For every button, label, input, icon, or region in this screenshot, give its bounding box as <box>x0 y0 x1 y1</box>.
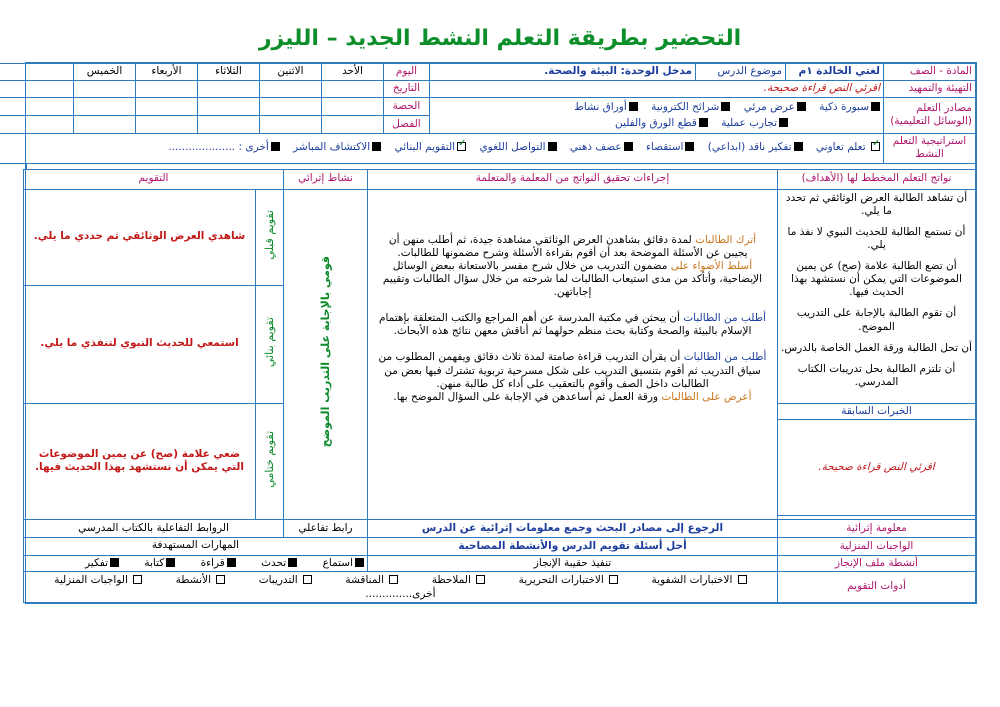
skill-option[interactable]: تحدث <box>261 557 297 570</box>
strategy-options <box>0 133 884 163</box>
objective-item: أن تشاهد الطالبة العرض الوثائقي ثم تحدد ما يلي. <box>785 191 968 217</box>
procedure-text: أن يبحثن في مكتبة المدرسة عن أهم المراجع والكتب المتعلقة بإهتمام الإسلام بالبيئة والصحة وكتابة بحث منظم حولهما ثم أناقش معهن نتائج هذه الأبحاث. <box>378 312 752 338</box>
homework-value: أحل أسئلة تقويم الدرس والأنشطة المصاحبة <box>368 537 778 555</box>
eval-type-cell <box>256 189 284 285</box>
eval-type: تقويم قبلي <box>262 210 276 260</box>
procedure-text: أن يقرأن التدريب قراءة صامتة لمدة ثلاث دقائق ويفهمن المطلوب من سياق التدريب ثم أقوم بتنسيق التدريب على شكل مسرحية تربوية تشترك فيها بعض من الطالبات داخل الصف وأقوم بالتعقيب على أداء كل طالبة منهن. <box>378 351 761 390</box>
tool-option[interactable]: الأنشطة <box>176 573 226 587</box>
activity-cell <box>284 189 368 519</box>
skill-option[interactable]: قراءة <box>201 557 236 570</box>
eval-text: شاهدي العرض الوثائقي ثم حددي ما يلي. <box>24 189 256 285</box>
enrich-label: معلومة إثرائية <box>778 519 976 537</box>
strategy-option[interactable]: تفكير ناقد (ابداعي) <box>708 141 803 154</box>
book-links[interactable]: الروابط التفاعلية بالكتاب المدرسي <box>24 519 284 537</box>
skill-option[interactable]: استماع <box>323 557 364 570</box>
procedure-lead: أسلط الأضواء على <box>670 259 753 272</box>
procedure-text: ورقة العمل ثم أساعدهن في الإجابة على السؤال الموضح بها. <box>393 390 662 403</box>
resource-option[interactable]: أوراق نشاط <box>574 99 638 115</box>
procedures-cell <box>368 189 778 519</box>
strategy-option[interactable]: أخرى : .................... <box>168 141 279 154</box>
tool-option[interactable]: الملاحظة <box>432 573 486 587</box>
day-label: اليوم <box>383 64 429 81</box>
procedure-lead: أعرض على الطالبات <box>661 390 752 403</box>
procedure-lead: أطلب من الطالبات <box>683 351 767 364</box>
intro-value: اقرئي النص قراءة صحيحة. <box>429 81 883 98</box>
page-title: التحضير بطريقة التعلم النشط الجديد – الليزر <box>258 26 742 51</box>
period-label: الحصة <box>383 98 429 116</box>
portfolio-label: أنشطة ملف الإنجاز <box>778 555 976 571</box>
lesson-plan-form <box>25 62 977 604</box>
tool-option[interactable]: الواجبات المنزلية <box>54 573 142 587</box>
procedure-text: لمدة دقائق بشاهدن العرض الوثائقي مشاهدة جيدة، ثم أطلب منهن أن يجيبن عن الأسئلة الموضحة بعد أن أقوم بقراءة الأسئلة وشرح مضمونها للطالبات. <box>388 233 748 259</box>
day-tue: الثلاثاء <box>197 64 259 81</box>
intro-label: التهيئة والتمهيد <box>884 81 976 98</box>
strategy-label: استراتيجية التعلم النشط <box>884 133 976 163</box>
tools-other: أخرى.............. <box>365 587 436 600</box>
subject-value: لغتي الخالدة ١م <box>786 64 884 81</box>
objectives-header: نواتج التعلم المخطط لها (الأهداف) <box>778 169 976 189</box>
objective-item: أن تستمع الطالبة للحديث النبوي لا نفذ ما يلي. <box>787 225 966 251</box>
unit-label: مدخل الوحدة: البيئة والصحة. <box>429 64 695 81</box>
link-label: رابط تفاعلي <box>284 519 368 537</box>
resources-options <box>429 98 883 134</box>
strategy-option[interactable]: استقصاء <box>646 141 694 154</box>
class-label: الفصل <box>383 115 429 133</box>
tools-options <box>24 571 778 602</box>
resource-option[interactable]: تجارب عملية <box>721 115 788 131</box>
procedure-text: مضمون التدريب من خلال شرح مفسر بالاستعانة ببعض الوسائل الإيضاحية، وأتأكد من مدى استيعاب الطالبات لما شرحته من خلال سؤال الطالبات وتقييم إجاباتهن. <box>382 259 763 299</box>
procedures-header: إجراءات تحقيق النواتج من المعلمة والمتعلمة <box>368 169 778 189</box>
procedure-lead: أترك الطالبات <box>695 233 757 246</box>
enrich-value: الرجوع إلى مصادر البحث وجمع معلومات إثرائية عن الدرس <box>368 519 778 537</box>
skill-option[interactable]: تفكير <box>85 557 119 570</box>
resources-label: مصادر التعلم (الوسائل التعليمية) <box>884 98 976 134</box>
eval-text: ضعي علامة (صح) عن يمين الموضوعات التي يمكن أن نستشهد بهذا الحديث فيها. <box>24 403 256 519</box>
skill-option[interactable]: كتابة <box>144 557 175 570</box>
strategy-option[interactable]: ✓التقويم البنائي <box>394 141 466 154</box>
eval-type-cell <box>256 285 284 403</box>
eval-text: استمعي للحديث النبوي لتنفذي ما يلي. <box>24 285 256 403</box>
objective-item: أن تقوم الطالبة بالإجابة على التدريب الموضح. <box>796 307 957 333</box>
objectives-cell <box>778 189 976 403</box>
activity-text: قومي بالإجابة على التدريب الموضح <box>318 256 332 448</box>
objective-item: أن تلتزم الطالبة بحل تدريبات الكتاب المدرسي. <box>797 362 956 388</box>
strategy-option[interactable]: ✓ تعلم تعاوني <box>816 141 880 154</box>
resource-option[interactable]: شرائح الكترونية <box>651 99 730 115</box>
eval-type: تقويم ختامي <box>262 430 276 488</box>
tools-label: أدوات التقويم <box>778 571 976 602</box>
resource-option[interactable]: قطع الورق والفلين <box>615 115 708 131</box>
skills-options <box>24 555 368 571</box>
date-label: التاريخ <box>383 81 429 98</box>
subject-label: المادة - الصف <box>884 64 976 81</box>
tool-option[interactable]: التدريبات <box>259 573 312 587</box>
day-sun: الأحد <box>321 64 383 81</box>
eval-type-cell <box>256 403 284 519</box>
main-table <box>23 169 976 604</box>
day-mon: الاثنين <box>259 64 321 81</box>
portfolio-value: تنفيذ حقيبة الإنجاز <box>368 555 778 571</box>
strategy-option[interactable]: الاكتشاف المباشر <box>293 141 381 154</box>
resource-option[interactable]: سبورة ذكية <box>819 99 880 115</box>
resource-option[interactable]: عرض مرئي <box>744 99 806 115</box>
objective-item: أن تحل الطالبة ورقة العمل الخاصة بالدرس. <box>781 341 972 354</box>
prior-experience-value: اقرئي النص قراءة صحيحة. <box>778 419 976 515</box>
strategy-option[interactable]: التواصل اللغوي <box>479 141 556 154</box>
evaluation-header: التقويم <box>24 169 284 189</box>
day-thu: الخميس <box>73 64 135 81</box>
tool-option[interactable]: المناقشة <box>345 573 398 587</box>
tool-option[interactable]: الاختبارات الشفوية <box>652 573 747 587</box>
day-wed: الأربعاء <box>135 64 197 81</box>
procedure-lead: أطلب من الطالبات <box>683 312 767 325</box>
skills-label: المهارات المستهدفة <box>24 537 368 555</box>
header-table <box>0 63 976 164</box>
objective-item: أن تضع الطالبة علامة (صح) عن يمين الموضوعات التي يمكن أن نستشهد بهذا الحديث فيها. <box>791 260 962 299</box>
activity-header: نشاط إثرائي <box>284 169 368 189</box>
tool-option[interactable]: الاختبارات التحريرية <box>519 573 619 587</box>
eval-type: تقويم بنائي <box>262 316 276 368</box>
strategy-option[interactable]: عصف ذهني <box>570 141 633 154</box>
homework-label: الواجبات المنزلية <box>778 537 976 555</box>
prior-experience-label: الخبرات السابقة <box>778 403 976 419</box>
topic-label: موضوع الدرس <box>696 64 786 81</box>
